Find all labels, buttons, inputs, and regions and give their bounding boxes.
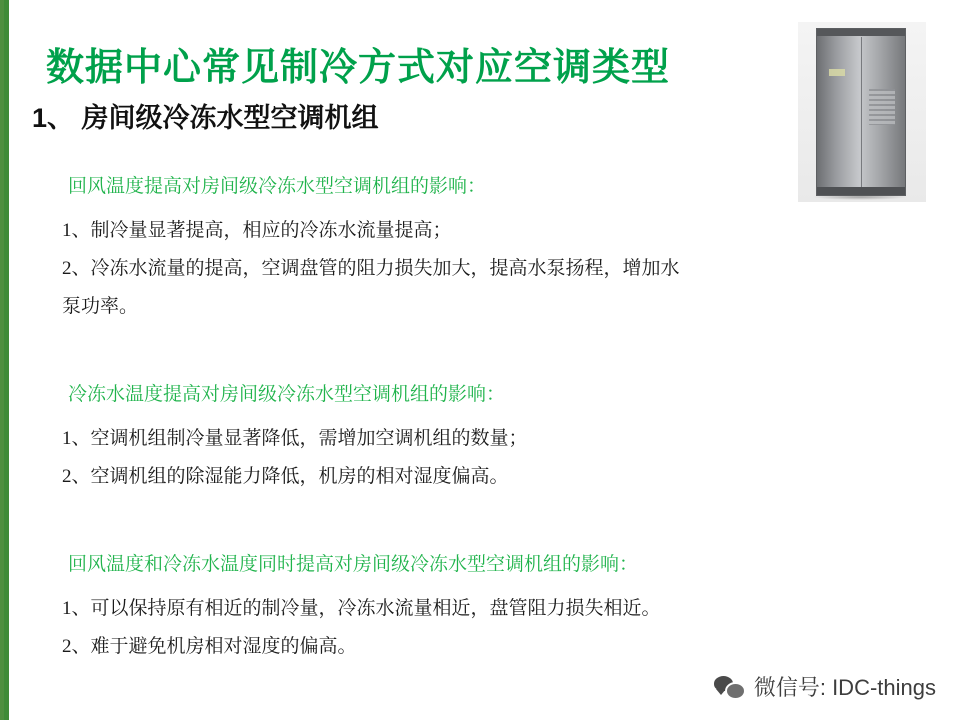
spacer <box>62 412 862 420</box>
cabinet-badge <box>829 69 845 76</box>
block-item: 2、冷冻水流量的提高，空调盘管的阻力损失加大，提高水泵扬程，增加水 <box>62 258 680 279</box>
page-subtitle: 1、 房间级冷冻水型空调机组 <box>32 103 379 133</box>
block-heading: 回风温度提高对房间级冷冻水型空调机组的影响： <box>68 176 487 197</box>
page-title: 数据中心常见制冷方式对应空调类型 <box>46 47 671 89</box>
watermark <box>714 671 936 702</box>
block-heading: 回风温度和冷冻水温度同时提高对房间级冷冻水型空调机组的影响： <box>68 554 639 575</box>
cabinet-vent <box>869 89 895 125</box>
wechat-icon <box>714 674 744 700</box>
slide-left-accent-bar <box>4 0 9 720</box>
block-item: 2、空调机组的除湿能力降低，机房的相对湿度偏高。 <box>62 466 509 487</box>
spacer <box>62 352 862 378</box>
spacer <box>62 522 862 548</box>
block-item: 1、制冷量显著提高，相应的冷冻水流量提高； <box>62 220 452 241</box>
content-block <box>62 170 862 326</box>
block-item: 1、可以保持原有相近的制冷量，冷冻水流量相近，盘管阻力损失相近。 <box>62 598 661 619</box>
spacer <box>62 204 862 212</box>
content-block <box>62 548 862 666</box>
slide-content <box>62 170 862 692</box>
watermark-text: 微信号: IDC-things <box>753 675 936 700</box>
block-item: 2、难于避免机房相对湿度的偏高。 <box>62 636 357 657</box>
block-item: 泵功率。 <box>62 296 139 317</box>
cabinet-top <box>817 29 905 36</box>
content-block <box>62 378 862 496</box>
block-item: 1、空调机组制冷量显著降低，需增加空调机组的数量； <box>62 428 528 449</box>
spacer <box>62 582 862 590</box>
block-heading: 冷冻水温度提高对房间级冷冻水型空调机组的影响： <box>68 384 506 405</box>
